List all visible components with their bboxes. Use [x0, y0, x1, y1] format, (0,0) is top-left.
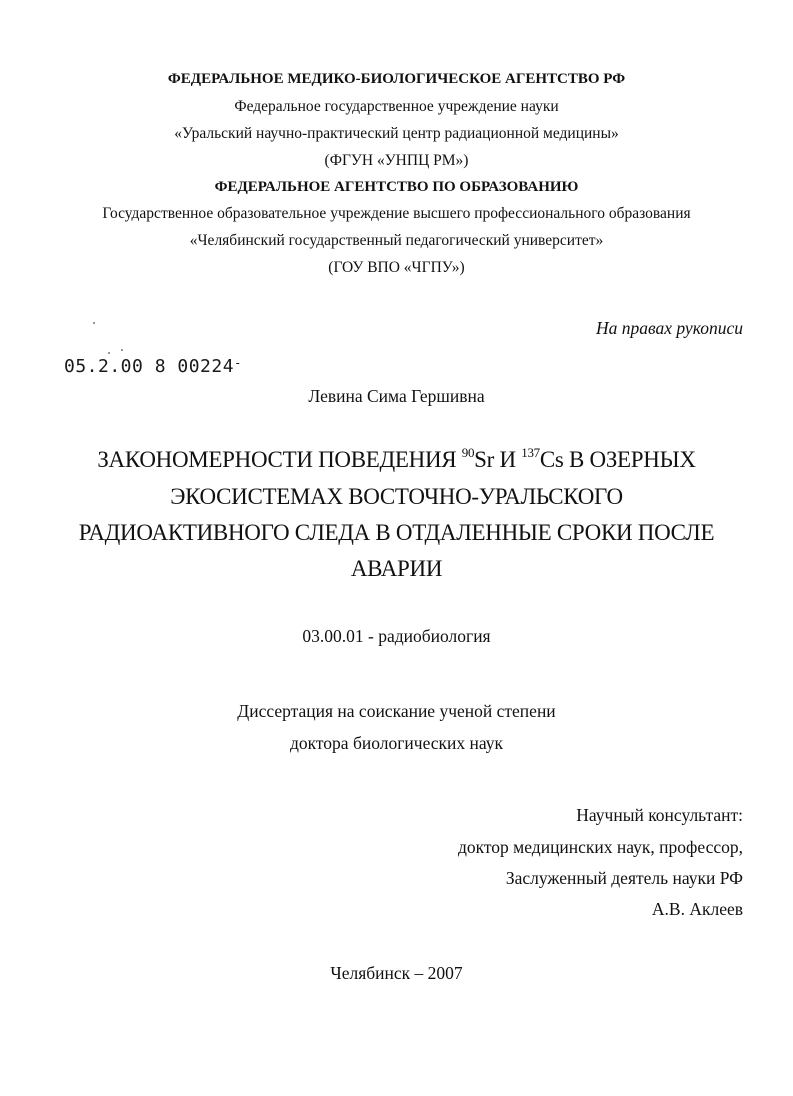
manuscript-note: На правах рукописи — [596, 318, 743, 338]
isotope-cs-mass: 137 — [521, 445, 540, 460]
scan-speck — [93, 322, 95, 324]
consultant-label: Научный консультант: — [576, 805, 743, 825]
library-stamp-mark: - — [234, 356, 242, 370]
specialty: 03.00.01 - радиобиология — [302, 626, 491, 646]
library-stamp — [64, 356, 242, 377]
title-conjunction: И — [494, 447, 522, 472]
header-institution-name: «Уральский научно-практический центр радиационной медицины» — [174, 125, 619, 142]
isotope-sr-symbol: Sr — [474, 447, 495, 472]
isotope-sr-mass: 90 — [461, 445, 475, 460]
scan-speck — [108, 352, 110, 354]
degree-line-2: доктора биологических наук — [289, 733, 504, 753]
isotope-cs-symbol: Cs — [539, 447, 564, 472]
city-year: Челябинск – 2007 — [330, 963, 463, 983]
header-institution-abbr: (ФГУН «УНПЦ РМ») — [324, 152, 469, 169]
scan-speck — [121, 349, 123, 351]
consultant-degree: доктор медицинских наук, профессор, — [457, 837, 743, 857]
degree-line-1: Диссертация на соискание ученой степени — [237, 701, 556, 721]
title-line-2: ЭКОСИСТЕМАХ ВОСТОЧНО-УРАЛЬСКОГО — [170, 484, 623, 509]
header-agency-education: ФЕДЕРАЛЬНОЕ АГЕНТСТВО ПО ОБРАЗОВАНИЮ — [214, 179, 579, 195]
header-agency-medbio: ФЕДЕРАЛЬНОЕ МЕДИКО-БИОЛОГИЧЕСКОЕ АГЕНТСТВО РФ — [167, 71, 626, 87]
consultant-name: А.В. Аклеев — [651, 899, 743, 919]
title-line-3: РАДИОАКТИВНОГО СЛЕДА В ОТДАЛЕННЫЕ СРОКИ ПОСЛЕ — [78, 520, 715, 545]
library-stamp-number: 05.2.00 8 00224 — [64, 356, 235, 377]
header-university-name: «Челябинский государственный педагогический университет» — [189, 232, 604, 249]
title-text-after: В ОЗЕРНЫХ — [563, 447, 696, 472]
title-text-before: ЗАКОНОМЕРНОСТИ ПОВЕДЕНИЯ — [97, 447, 462, 472]
consultant-honor: Заслуженный деятель науки РФ — [505, 868, 743, 888]
header-university-type: Государственное образовательное учреждение высшего профессионального образования — [102, 205, 691, 222]
header-university-abbr: (ГОУ ВПО «ЧГПУ») — [328, 259, 465, 276]
author-name: Левина Сима Гершивна — [308, 386, 485, 406]
title-line-1 — [0, 446, 793, 474]
header-institution-type: Федеральное государственное учреждение науки — [234, 98, 559, 115]
title-line-4: АВАРИИ — [350, 556, 443, 581]
